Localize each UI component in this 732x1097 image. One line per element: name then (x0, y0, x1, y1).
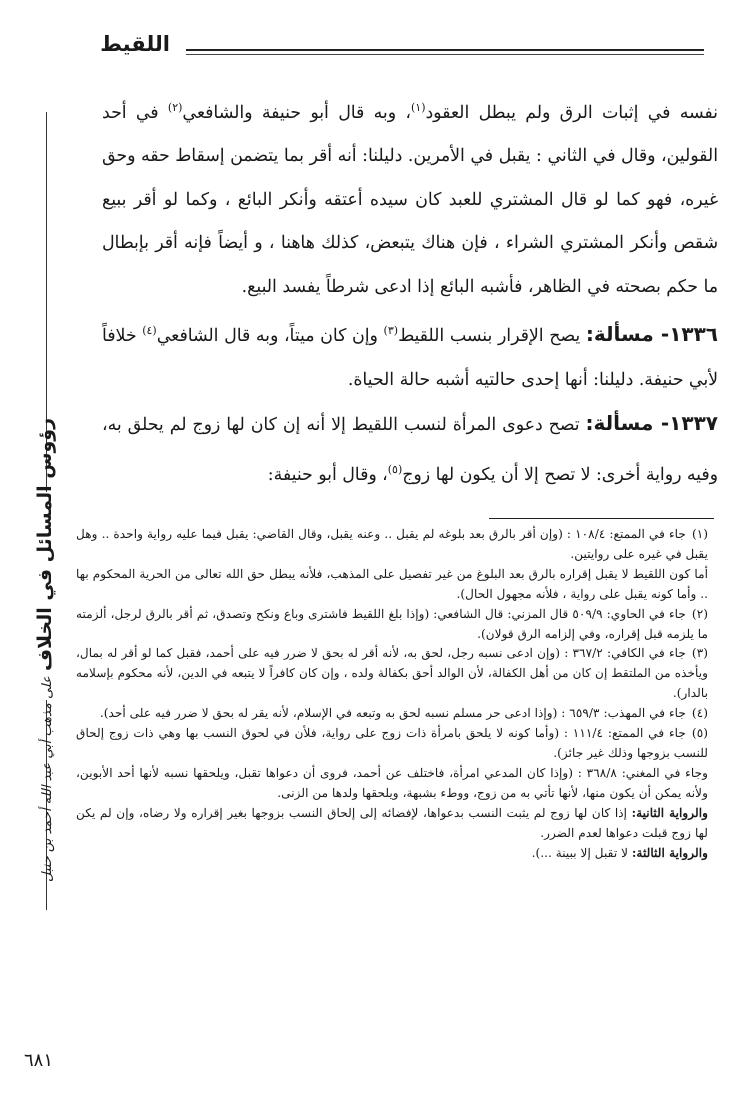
header-rule (186, 49, 704, 51)
footnote-2: (٢)جاء في الحاوي: ٥٠٩/٩ قال المزني: قال الشافعي: (وإذا بلغ اللقيط فاشترى وباع ونكح وتصدق، ثم أقر بالرق لرجل، ألزمته ما يلزمه قبل إقراره، وفي إلزامه الرق قولان). (76, 606, 708, 641)
footnote-1-cont: أما كون اللقيط لا يقبل إقراره بالرق بعد البلوغ من غير تفصيل على المذهب، فلأنه يبطل حق الله تعالى من الحرية المحكوم بها .. وأما كونه يقبل على رواية ، فلأنه مجهول الحال). (76, 566, 708, 601)
footnote-ref-3[interactable]: (٣) (383, 324, 399, 338)
masala-1337: ١٣٣٧- مسألة: تصح دعوى المرأة لنسب اللقيط إلا أنه إن كان لها زوج لم يحلق به، وفيه رواية أخرى: لا تصح إلا أن يكون لها زوج$^{(٥)}$، وقال أبو حنيفة: (102, 411, 718, 485)
page-number: ٦٨١ (24, 1050, 54, 1071)
side-book-title: رؤوس المسائل في الخلاف (34, 417, 56, 672)
side-running-title (20, 350, 70, 950)
masala-label: ١٣٣٧- مسألة: (585, 411, 718, 436)
footnote-5-riwaya-2: والرواية الثانية: إذا كان لها زوج لم يثبت النسب بدعواها، لإفضائه إلى إلحاق النسب بزوجها بغير إقراره ولا رضاه، وإن لم يكن لها زوج قبلت دعواها لعدم الضرر. (76, 805, 708, 840)
footnote-ref-4[interactable]: (٤) (142, 324, 157, 338)
footnote-ref-5[interactable]: (٥) (387, 462, 403, 476)
header-rule-thin (186, 54, 704, 55)
masala-1336: ١٣٣٦- مسألة: يصح الإقرار بنسب اللقيط$^{(٣)}$ وإن كان ميتاً، وبه قال الشافعي$^{(٤)}$ خلافاً لأبي حنيفة. دليلنا: أنها إحدى حالتيه أشبه حالة الحياة. (102, 322, 719, 390)
footnote-5-riwaya-3: والرواية الثالثة: لا تقبل إلا ببينة ...). (531, 845, 708, 860)
footnote-3: (٣)جاء في الكافي: ٣٦٧/٢ : (وإن ادعى نسبه رجل، لحق به، لأنه أقر له بحق لا ضرر فيه على أحمد، فقبل كما لو أقر له بمال، ويأخذه من الملتقط إن كان من أهل الكفالة، لأن الوالد أحق بكفالة ولده ، وإن كان كافراً لا يتبعه في الدين، لأنه محكوم بإسلامه بالدار). (76, 646, 708, 701)
side-book-subtitle: على مذهب أبي عبد الله أحمد بن حنبل (40, 676, 55, 883)
footnote-separator (489, 518, 714, 519)
main-text (102, 86, 718, 497)
footnote-5: (٥)جاء في الممتع: ١١١/٤ : (وأما كونه لا يلحق بامرأة ذات زوج على رواية، فلأن في لحوق النسب بها وهي ذات زوج إلحاق للنسب بزوجها وذلك غير جائز). (76, 726, 708, 760)
footnote-ref-2[interactable]: (٢) (167, 101, 183, 114)
paragraph-continuation: نفسه في إثبات الرق ولم يبطل العقود$^{(١)}$، وبه قال أبو حنيفة والشافعي$^{(٢)}$ في أحد القولين، وقال في الثاني : يقبل في الأمرين. دليلنا: أنه أقر بما يتضمن إسقاط حقه وحق غيره، فهو كما لو قال المشتري للعبد كان سيده أعتقه وأنكر البائع ، وكما لو أقر ببيع شقص وأنكر المشتري الشراء ، فإن هناك يتبعض، كذلك هاهنا ، و أيضاً فإنه أقر بإبطال ما حكم بصحته في الظاهر، فأشبه البائع إذا ادعى شرطاً يفسد البيع. (102, 101, 718, 297)
footnote-4: (٤)جاء في المهذب: ٦٥٩/٣ : (وإذا ادعى حر مسلم نسبه لحق به وتبعه في الإسلام، لأنه يقر له بحق لا ضرر فيه على أحد). (99, 706, 708, 721)
footnotes (76, 525, 708, 863)
running-header-title: اللقيط (100, 32, 170, 56)
footnote-5-cont: وجاء في المغني: ٣٦٨/٨ : (وإذا كان المدعي امرأة، فاختلف عن أحمد، فروى أن دعواها تقبل، ويلحقها نسبه لأنها أحد الأبوين، ولأنه يمكن أن يكون منها، لأنها تأتي به من زوج، ووطء بشبهة، ويلحقها ولدها من الزنى. (76, 765, 709, 800)
masala-label: ١٣٣٦- مسألة: (585, 322, 719, 347)
footnote-ref-1[interactable]: (١) (410, 101, 426, 114)
footnote-1: (١)جاء في الممتع: ١٠٨/٤ : (وإن أقر بالرق بعد بلوغه لم يقبل .. وعنه يقبل، وقال القاضي: يقبل فيما عليه رواية واحدة .. وهل يقبل في غيره على روايتين. (76, 527, 709, 561)
